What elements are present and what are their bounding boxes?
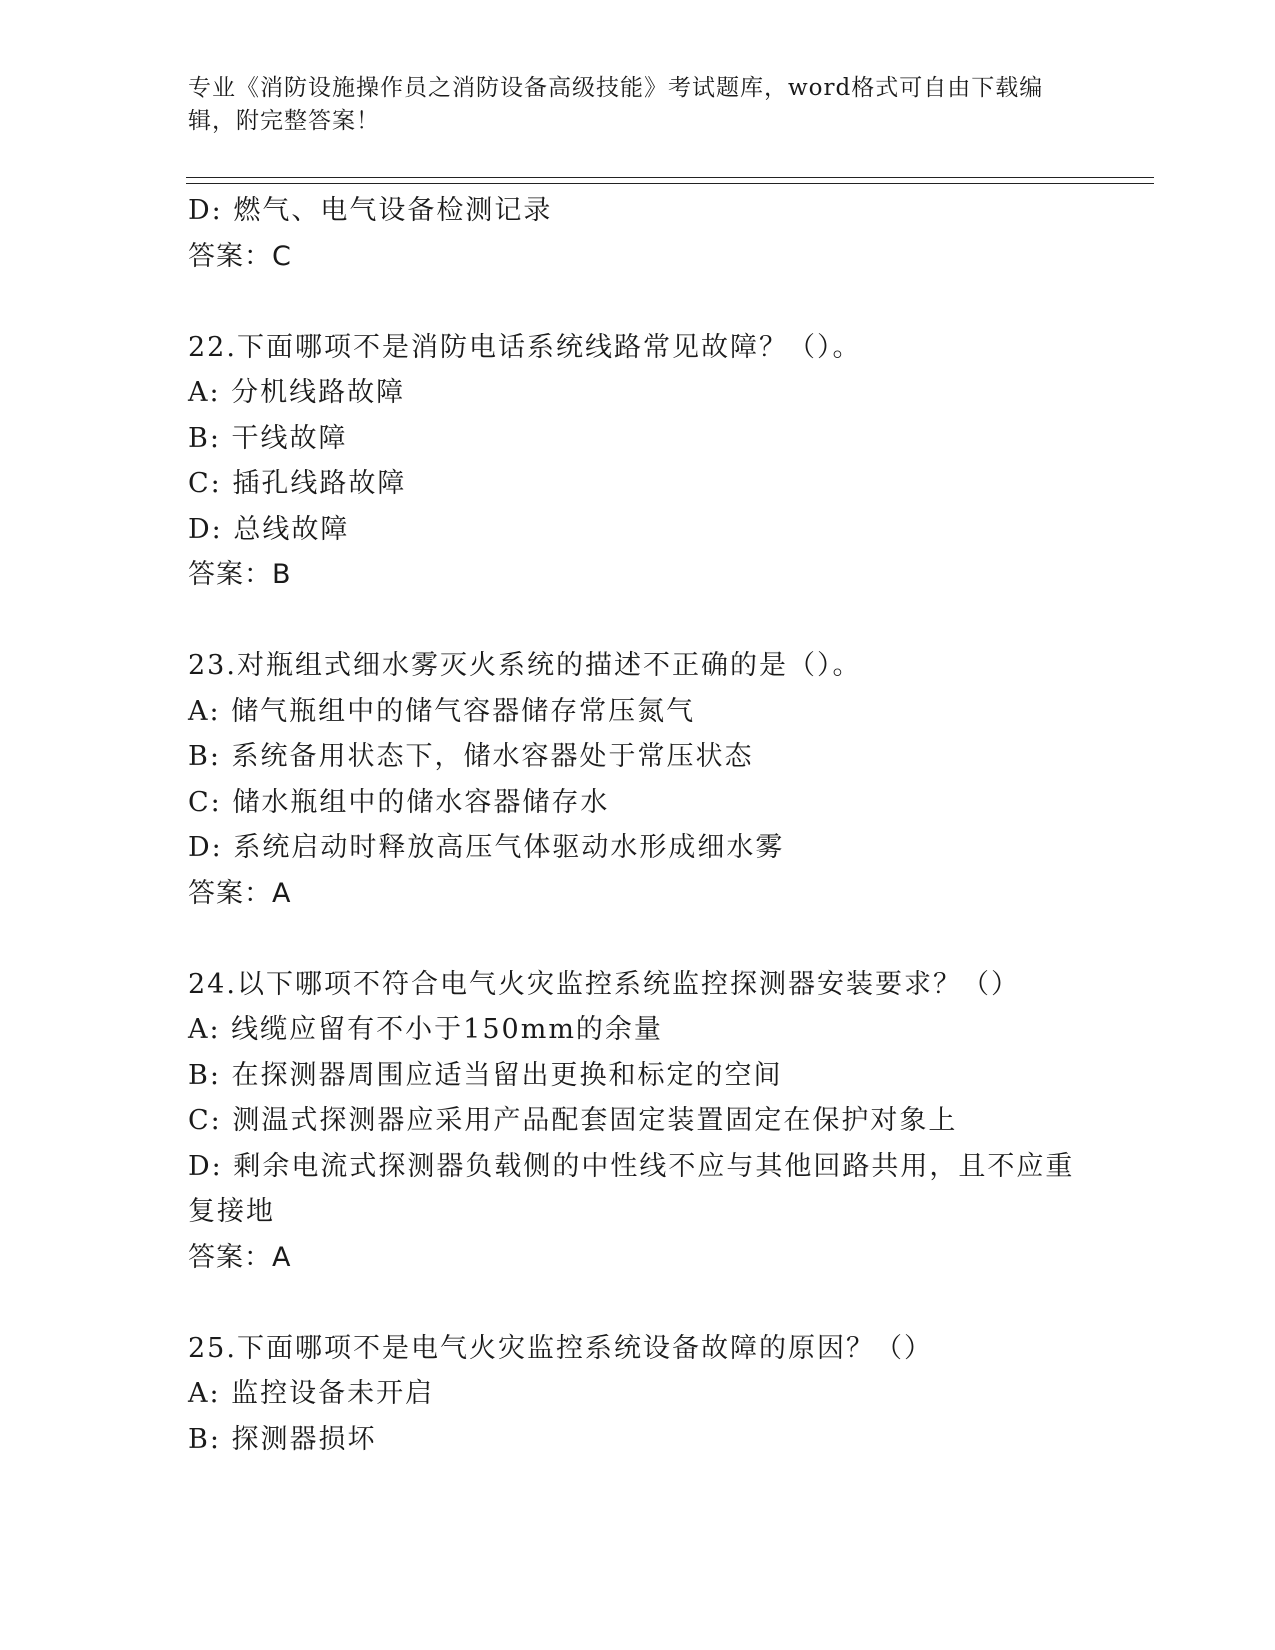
question-title: 23.对瓶组式细水雾灭火系统的描述不正确的是（）。 <box>188 650 862 681</box>
option-c: C: 插孔线路故障 <box>188 468 407 499</box>
option-c: C: 测温式探测器应采用产品配套固定装置固定在保护对象上 <box>188 1105 958 1136</box>
question-title: 24.以下哪项不符合电气火灾监控系统监控探测器安装要求？（） <box>188 968 1020 1000</box>
question-list <box>188 188 1088 1462</box>
answer: 答案：B <box>188 559 292 590</box>
question-title: 22.下面哪项不是消防电话系统线路常见故障？（）。 <box>188 331 862 363</box>
answer: 答案：C <box>188 240 292 272</box>
answer: 答案：A <box>188 877 292 909</box>
option-d: D: 剩余电流式探测器负载侧的中性线不应与其他回路共用，且不应重复接地 <box>188 1150 1075 1227</box>
option-b: B: 探测器损坏 <box>188 1423 377 1455</box>
option-d: D: 燃气、电气设备检测记录 <box>188 195 553 226</box>
document-header: 专业《消防设施操作员之消防设备高级技能》考试题库，word格式可自由下载编辑，附完整答案！ <box>188 75 1044 134</box>
option-b: B: 系统备用状态下，储水容器处于常压状态 <box>188 741 754 772</box>
question-title: 25.下面哪项不是电气火灾监控系统设备故障的原因？（） <box>188 1332 933 1364</box>
header-rule-bottom <box>186 183 1154 184</box>
option-d: D: 总线故障 <box>188 513 350 545</box>
option-b: B: 干线故障 <box>188 422 348 454</box>
option-d: D: 系统启动时释放高压气体驱动水形成细水雾 <box>188 832 785 863</box>
option-c: C: 储水瓶组中的储水容器储存水 <box>188 786 610 818</box>
option-a: A: 分机线路故障 <box>188 377 406 408</box>
option-b: B: 在探测器周围应适当留出更换和标定的空间 <box>188 1059 783 1091</box>
answer: 答案：A <box>188 1241 292 1273</box>
header-rule-top <box>186 177 1154 178</box>
option-a: A: 储气瓶组中的储气容器储存常压氮气 <box>188 695 696 727</box>
option-a: A: 线缆应留有不小于150mm的余量 <box>188 1014 663 1045</box>
option-a: A: 监控设备未开启 <box>188 1378 435 1409</box>
